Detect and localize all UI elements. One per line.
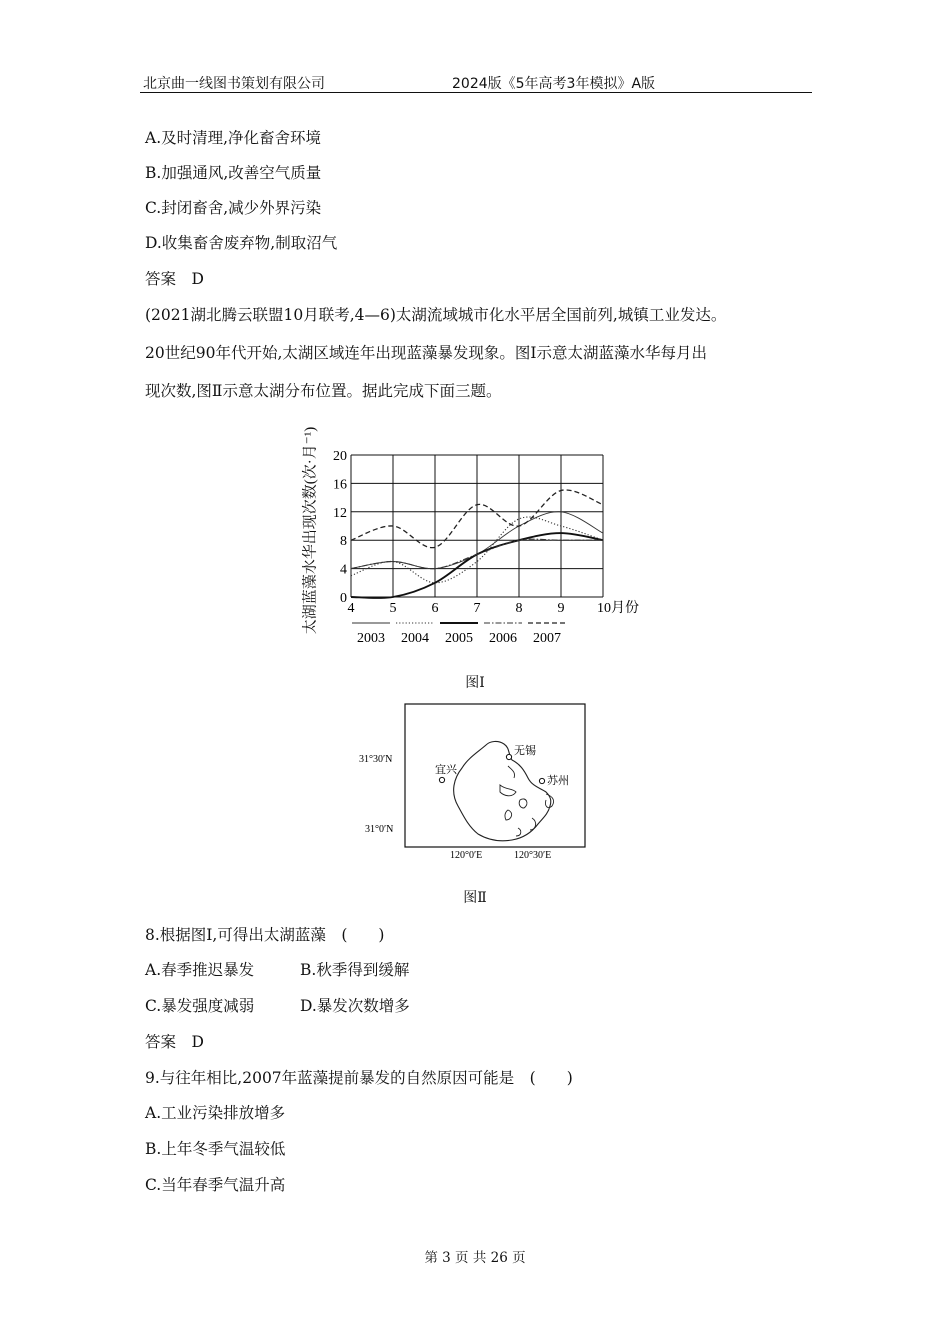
map-city-marker-suzhou	[539, 778, 544, 783]
map-city-marker-wuxi	[506, 754, 511, 759]
chart-x-tick-label-2: 6	[431, 601, 439, 616]
map-lon-label-west: 120°0′E	[450, 850, 483, 861]
map-south-bay	[516, 828, 521, 836]
chart-legend-label-2006: 2006	[489, 631, 517, 646]
chart-x-tick-label-5: 9	[557, 601, 565, 616]
chart-y-axis-label: 太湖蓝藻水华出现次数(次·月⁻¹)	[302, 426, 319, 635]
q9-option-a: A.工业污染排放增多	[145, 1104, 286, 1122]
map-island-3	[505, 810, 512, 820]
prev-answer: 答案 D	[145, 270, 204, 288]
chart-y-tick-label-1: 4	[340, 562, 347, 578]
figure-2-map	[355, 700, 595, 865]
prev-option-c: C.封闭畜舍,减少外界污染	[145, 199, 322, 217]
chart-y-tick-label-4: 16	[333, 477, 347, 493]
intro-line-3: 现次数,图Ⅱ示意太湖分布位置。据此完成下面三题。	[145, 382, 502, 400]
q9-option-b: B.上年冬季气温较低	[145, 1140, 286, 1158]
map-east-inlet	[545, 794, 553, 808]
taihu-lake-outline	[454, 741, 551, 840]
chart-legend-label-2004: 2004	[401, 631, 429, 646]
q9-option-c: C.当年春季气温升高	[145, 1176, 286, 1194]
intro-line-2: 20世纪90年代开始,太湖区域连年出现蓝藻暴发现象。图Ⅰ示意太湖蓝藻水华每月出	[145, 344, 707, 362]
chart-legend-label-2003: 2003	[357, 631, 385, 646]
map-island-2	[519, 799, 527, 808]
map-southeast-bay	[530, 818, 536, 830]
map-city-marker-yixing	[439, 777, 444, 782]
intro-line-1: (2021湖北腾云联盟10月联考,4—6)太湖流域城市化水平居全国前列,城镇工业发达。	[145, 306, 727, 324]
q8-option-b: B.秋季得到缓解	[300, 961, 410, 979]
chart-y-tick-label-2: 8	[340, 534, 347, 550]
chart-y-tick-label-3: 12	[333, 505, 347, 521]
figure-1-caption: 图Ⅰ	[465, 675, 485, 691]
chart-y-tick-label-5: 20	[333, 449, 347, 464]
q8-option-a: A.春季推迟暴发	[145, 961, 255, 979]
q8-stem: 8.根据图Ⅰ,可得出太湖蓝藻 ( )	[145, 926, 385, 944]
chart-y-axis-label-box	[286, 418, 346, 640]
figure-2-caption: 图Ⅱ	[463, 890, 487, 906]
map-city-wuxi: 无锡	[514, 745, 536, 757]
page-footer: 第 3 页 共 26 页	[424, 1250, 526, 1266]
chart-x-tick-label-4: 8	[515, 601, 523, 616]
map-lat-label-north: 31°30′N	[359, 754, 393, 765]
q8-option-d: D.暴发次数增多	[300, 997, 410, 1015]
q8-option-c: C.暴发强度减弱	[145, 997, 255, 1015]
chart-y-tick-label-0: 0	[340, 591, 347, 606]
chart-x-tick-label-3: 7	[473, 601, 481, 616]
prev-option-d: D.收集畜舍废弃物,制取沼气	[145, 234, 338, 252]
header-book-title: 2024版《5年高考3年模拟》A版	[452, 76, 656, 92]
prev-option-a: A.及时清理,净化畜舍环境	[145, 129, 322, 147]
chart-legend-label-2007: 2007	[533, 631, 561, 646]
map-lat-label-south: 31°0′N	[365, 824, 394, 835]
chart-x-tick-label-6: 10月份	[597, 601, 639, 616]
map-lon-label-east: 120°30′E	[514, 850, 552, 861]
map-city-yixing: 宜兴	[435, 764, 457, 776]
chart-x-tick-label-1: 5	[389, 601, 397, 616]
map-inlet-north	[508, 766, 515, 778]
map-city-suzhou: 苏州	[547, 775, 569, 787]
q8-answer: 答案 D	[145, 1033, 204, 1051]
chart-legend-label-2005: 2005	[445, 631, 473, 646]
chart-x-tick-label-0: 4	[347, 601, 355, 616]
map-island-1	[500, 785, 516, 796]
header-publisher: 北京曲一线图书策划有限公司	[143, 76, 325, 92]
q9-stem: 9.与往年相比,2007年蓝藻提前暴发的自然原因可能是 ( )	[145, 1069, 573, 1087]
prev-option-b: B.加强通风,改善空气质量	[145, 164, 322, 182]
